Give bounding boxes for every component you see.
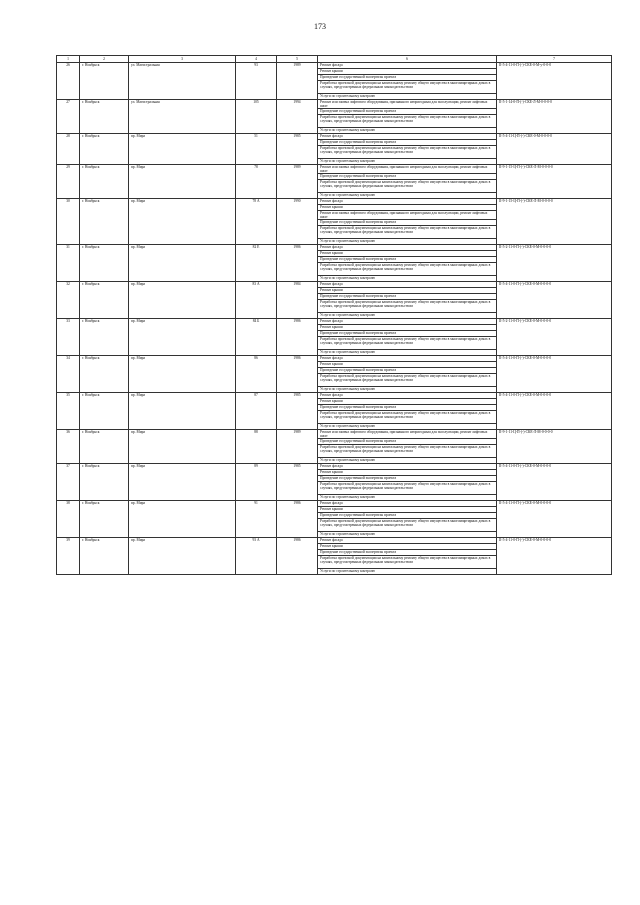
table-body <box>57 63 612 575</box>
work-type-cell: Услуги по строительному контролю <box>318 239 497 245</box>
house-number-cell: 78 <box>236 165 277 199</box>
work-type-cell: Разработка проектной документации на капитальному ремонту общего имущества в многоквартирных домах в случаях, предусмотренных федеральным законодательством <box>318 482 497 495</box>
city-cell: г. Ноябрьск <box>80 464 129 501</box>
work-type-cell: Ремонт крыши <box>318 362 497 368</box>
row-number: 26 <box>57 63 80 100</box>
work-type-cell: Ремонт фасада <box>318 63 497 69</box>
work-type-cell: Проведение государственной экспертизы проекта <box>318 439 497 445</box>
city-cell: г. Ноябрьск <box>80 538 129 575</box>
work-type-cell: Проведение государственной экспертизы проекта <box>318 174 497 180</box>
house-number-cell: 84 Б <box>236 319 277 356</box>
street-cell: пр. Мира <box>129 501 236 538</box>
object-code-cell: II-9-1-15-Ц-П-(-)-СКЕ-Л-М-0-0-0-0 <box>497 165 612 199</box>
city-cell: г. Ноябрьск <box>80 245 129 282</box>
city-cell: г. Ноябрьск <box>80 356 129 393</box>
column-header: 3 <box>129 56 236 63</box>
work-type-cell: Услуги по строительному контролю <box>318 495 497 501</box>
work-type-cell: Ремонт или замена лифтового оборудования, признанного непригодным для эксплуатации, ремонт лифтовых шахт <box>318 211 497 220</box>
work-type-cell: Разработка проектной документации на капитальному ремонту общего имущества в многоквартирных домах в случаях, предусмотренных федеральным законодательством <box>318 226 497 239</box>
work-type-cell: Ремонт фасада <box>318 319 497 325</box>
house-number-cell: 105 <box>236 100 277 134</box>
page-number: 173 <box>314 22 326 31</box>
header-row <box>57 56 612 63</box>
house-number-cell: 82 Е <box>236 245 277 282</box>
object-code-cell: II-5-4-11-0-П-(-)-СКЕ-0-М-0-0-0-0 <box>497 282 612 319</box>
city-cell: г. Ноябрьск <box>80 393 129 430</box>
work-type-cell: Проведение государственной экспертизы проекта <box>318 220 497 226</box>
column-header: 1 <box>57 56 80 63</box>
object-code-cell: II-5-4-11-0-П-(-)-СКЕ-0-М-0-0-0-0 <box>497 538 612 575</box>
street-cell: пр. Мира <box>129 356 236 393</box>
year-cell: 1985 <box>277 464 318 501</box>
work-type-cell: Проведение государственной экспертизы проекта <box>318 368 497 374</box>
object-code-cell: II-5-2-11-0-П-(-)-СКЕ-0-М-0-0-0-0 <box>497 245 612 282</box>
object-code-cell: II-9-1-11-Ц-П-(-)-СКЕ-Л-М-0-0-0-0 <box>497 430 612 464</box>
street-cell: пр. Мира <box>129 538 236 575</box>
work-type-cell: Проведение государственной экспертизы проекта <box>318 331 497 337</box>
city-cell: г. Ноябрьск <box>80 134 129 165</box>
work-type-cell: Услуги по строительному контролю <box>318 313 497 319</box>
year-cell: 1989 <box>277 165 318 199</box>
street-cell: пр. Мира <box>129 165 236 199</box>
work-type-cell: Разработка проектной документации на капитальному ремонту общего имущества в многоквартирных домах в случаях, предусмотренных федеральным законодательством <box>318 81 497 94</box>
work-type-cell: Ремонт фасада <box>318 134 497 140</box>
column-header: 7 <box>497 56 612 63</box>
work-type-cell: Проведение государственной экспертизы проекта <box>318 550 497 556</box>
work-type-cell: Разработка проектной документации на капитальному ремонту общего имущества в многоквартирных домах в случаях, предусмотренных федеральным законодательством <box>318 374 497 387</box>
work-type-cell: Услуги по строительному контролю <box>318 276 497 282</box>
year-cell: 1985 <box>277 393 318 430</box>
table-row <box>57 165 612 174</box>
work-type-cell: Проведение государственной экспертизы проекта <box>318 513 497 519</box>
house-number-cell: 91 <box>236 501 277 538</box>
house-number-cell: 93 А <box>236 538 277 575</box>
row-number: 28 <box>57 134 80 165</box>
year-cell: 1986 <box>277 501 318 538</box>
column-header: 2 <box>80 56 129 63</box>
work-type-cell: Услуги по строительному контролю <box>318 193 497 199</box>
column-header: 5 <box>277 56 318 63</box>
work-type-cell: Услуги по строительному контролю <box>318 387 497 393</box>
year-cell: 1990 <box>277 199 318 245</box>
object-code-cell: II-5-4-11-0-П-(-)-СКЕ-0-М-у-0-0-0 <box>497 63 612 100</box>
row-number: 31 <box>57 245 80 282</box>
row-number: 27 <box>57 100 80 134</box>
work-type-cell: Разработка проектной документации на капитальному ремонту общего имущества в многоквартирных домах в случаях, предусмотренных федеральным законодательством <box>318 263 497 276</box>
work-type-cell: Разработка проектной документации на капитальному ремонту общего имущества в многоквартирных домах в случаях, предусмотренных федеральным законодательством <box>318 180 497 193</box>
column-header: 4 <box>236 56 277 63</box>
work-type-cell: Проведение государственной экспертизы проекта <box>318 75 497 81</box>
street-cell: пр. Мира <box>129 430 236 464</box>
object-code-cell: II-5-4-11-Ц-П-(-)-СКЕ-0-М-0-0-0-0 <box>497 134 612 165</box>
work-type-cell: Проведение государственной экспертизы проекта <box>318 294 497 300</box>
city-cell: г. Ноябрьск <box>80 165 129 199</box>
repair-plan-table <box>56 55 612 575</box>
street-cell: пр. Мира <box>129 393 236 430</box>
row-number: 32 <box>57 282 80 319</box>
row-number: 36 <box>57 430 80 464</box>
work-type-cell: Услуги по строительному контролю <box>318 350 497 356</box>
street-cell: пр. Мира <box>129 282 236 319</box>
work-type-cell: Проведение государственной экспертизы проекта <box>318 476 497 482</box>
object-code-cell: II-5-4-11-0-П-(-)-СКЕ-0-М-0-0-0-0 <box>497 393 612 430</box>
year-cell: 1985 <box>277 134 318 165</box>
work-type-cell: Услуги по строительному контролю <box>318 128 497 134</box>
work-type-cell: Ремонт крыши <box>318 470 497 476</box>
column-header: 6 <box>318 56 497 63</box>
work-type-cell: Услуги по строительному контролю <box>318 458 497 464</box>
work-type-cell: Ремонт или замена лифтового оборудования, признанного непригодным для эксплуатации, ремонт лифтовых шахт <box>318 100 497 109</box>
object-code-cell: II-5-1-14-0-П-(-)-СКЕ-Л-М-0-0-0-0 <box>497 100 612 134</box>
year-cell: 1989 <box>277 430 318 464</box>
object-code-cell: II-5-2-11-0-П-(-)-СКЕ-0-М-0-0-0-0 <box>497 319 612 356</box>
work-type-cell: Ремонт или замена лифтового оборудования, признанного непригодным для эксплуатации, ремонт лифтовых шахт <box>318 430 497 439</box>
work-type-cell: Ремонт фасада <box>318 501 497 507</box>
house-number-cell: 93 <box>236 63 277 100</box>
work-type-cell: Разработка проектной документации на капитальному ремонту общего имущества в многоквартирных домах в случаях, предусмотренных федеральным законодательством <box>318 556 497 569</box>
house-number-cell: 87 <box>236 393 277 430</box>
work-type-cell: Разработка проектной документации на капитальному ремонту общего имущества в многоквартирных домах в случаях, предусмотренных федеральным законодательством <box>318 519 497 532</box>
work-type-cell: Ремонт крыши <box>318 205 497 211</box>
work-type-cell: Разработка проектной документации на капитальному ремонту общего имущества в многоквартирных домах в случаях, предусмотренных федеральным законодательством <box>318 337 497 350</box>
work-type-cell: Ремонт крыши <box>318 399 497 405</box>
work-type-cell: Ремонт крыши <box>318 251 497 257</box>
work-type-cell: Услуги по строительному контролю <box>318 424 497 430</box>
city-cell: г. Ноябрьск <box>80 501 129 538</box>
year-cell: 1986 <box>277 538 318 575</box>
house-number-cell: 51 <box>236 134 277 165</box>
city-cell: г. Ноябрьск <box>80 319 129 356</box>
table-row <box>57 430 612 439</box>
row-number: 39 <box>57 538 80 575</box>
street-cell: пр. Мира <box>129 245 236 282</box>
work-type-cell: Ремонт фасада <box>318 282 497 288</box>
street-cell: ул. Магистральная <box>129 100 236 134</box>
house-number-cell: 78 А <box>236 199 277 245</box>
object-code-cell: II-5-4-11-0-П-(-)-СКЕ-0-М-0-0-0-0 <box>497 501 612 538</box>
work-type-cell: Ремонт фасада <box>318 356 497 362</box>
row-number: 30 <box>57 199 80 245</box>
work-type-cell: Ремонт фасада <box>318 245 497 251</box>
year-cell: 1994 <box>277 100 318 134</box>
house-number-cell: 86 <box>236 356 277 393</box>
row-number: 38 <box>57 501 80 538</box>
city-cell: г. Ноябрьск <box>80 430 129 464</box>
work-type-cell: Ремонт фасада <box>318 393 497 399</box>
work-type-cell: Ремонт фасада <box>318 538 497 544</box>
object-code-cell: II-9-1-15-Ц-П-(-)-СКЕ-Л-М-0-0-0-0 <box>497 199 612 245</box>
work-type-cell: Ремонт фасада <box>318 199 497 205</box>
work-type-cell: Ремонт или замена лифтового оборудования, признанного непригодным для эксплуатации, ремонт лифтовых шахт <box>318 165 497 174</box>
work-type-cell: Ремонт крыши <box>318 507 497 513</box>
work-type-cell: Проведение государственной экспертизы проекта <box>318 405 497 411</box>
street-cell: пр. Мира <box>129 464 236 501</box>
house-number-cell: 83 А <box>236 282 277 319</box>
row-number: 34 <box>57 356 80 393</box>
work-type-cell: Услуги по строительному контролю <box>318 94 497 100</box>
work-type-cell: Проведение государственной экспертизы проекта <box>318 109 497 115</box>
object-code-cell: II-5-4-11-0-П-(-)-СКЕ-0-М-0-0-0-0 <box>497 356 612 393</box>
street-cell: пр. Мира <box>129 199 236 245</box>
work-type-cell: Услуги по строительному контролю <box>318 569 497 575</box>
year-cell: 1984 <box>277 282 318 319</box>
work-type-cell: Ремонт крыши <box>318 69 497 75</box>
year-cell: 1986 <box>277 245 318 282</box>
year-cell: 1986 <box>277 356 318 393</box>
work-type-cell: Разработка проектной документации на капитальному ремонту общего имущества в многоквартирных домах в случаях, предусмотренных федеральным законодательством <box>318 146 497 159</box>
street-cell: ул. Магистральная <box>129 63 236 100</box>
work-type-cell: Ремонт крыши <box>318 325 497 331</box>
row-number: 33 <box>57 319 80 356</box>
work-type-cell: Разработка проектной документации на капитальному ремонту общего имущества в многоквартирных домах в случаях, предусмотренных федеральным законодательством <box>318 411 497 424</box>
work-type-cell: Разработка проектной документации на капитальному ремонту общего имущества в многоквартирных домах в случаях, предусмотренных федеральным законодательством <box>318 300 497 313</box>
street-cell: пр. Мира <box>129 319 236 356</box>
street-cell: пр. Мира <box>129 134 236 165</box>
house-number-cell: 88 <box>236 430 277 464</box>
table-row <box>57 100 612 109</box>
work-type-cell: Ремонт фасада <box>318 464 497 470</box>
row-number: 37 <box>57 464 80 501</box>
row-number: 35 <box>57 393 80 430</box>
city-cell: г. Ноябрьск <box>80 100 129 134</box>
city-cell: г. Ноябрьск <box>80 63 129 100</box>
city-cell: г. Ноябрьск <box>80 282 129 319</box>
work-type-cell: Проведение государственной экспертизы проекта <box>318 257 497 263</box>
house-number-cell: 89 <box>236 464 277 501</box>
object-code-cell: II-5-4-11-0-П-(-)-СКЕ-0-М-0-0-0-0 <box>497 464 612 501</box>
city-cell: г. Ноябрьск <box>80 199 129 245</box>
work-type-cell: Услуги по строительному контролю <box>318 159 497 165</box>
work-type-cell: Ремонт крыши <box>318 288 497 294</box>
row-number: 29 <box>57 165 80 199</box>
work-type-cell: Услуги по строительному контролю <box>318 532 497 538</box>
year-cell: 1986 <box>277 319 318 356</box>
year-cell: 1989 <box>277 63 318 100</box>
work-type-cell: Проведение государственной экспертизы проекта <box>318 140 497 146</box>
work-type-cell: Ремонт крыши <box>318 544 497 550</box>
work-type-cell: Разработка проектной документации на капитальному ремонту общего имущества в многоквартирных домах в случаях, предусмотренных федеральным законодательством <box>318 115 497 128</box>
work-type-cell: Разработка проектной документации на капитальному ремонту общего имущества в многоквартирных домах в случаях, предусмотренных федеральным законодательством <box>318 445 497 458</box>
